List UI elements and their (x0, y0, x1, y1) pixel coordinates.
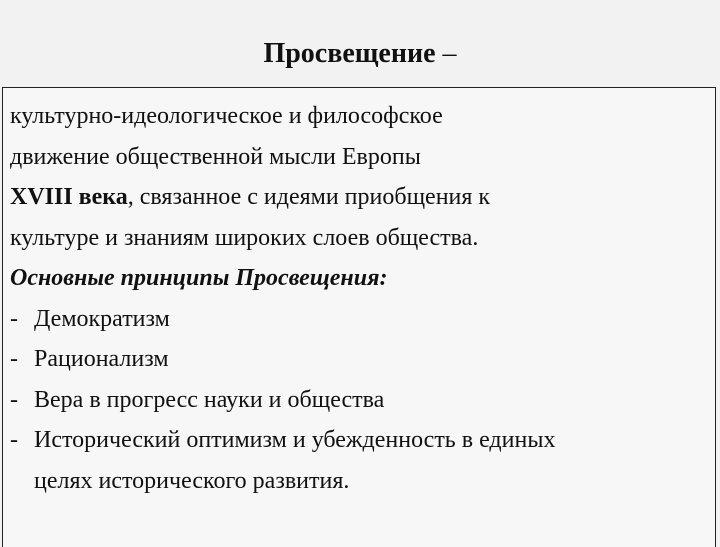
principle-item-progress (10, 380, 710, 421)
principle-text: Вера в прогресс науки и общества (34, 386, 385, 413)
slide-title (0, 36, 720, 72)
principle-text: Рационализм (34, 346, 169, 372)
bullet-dash: - (10, 427, 18, 453)
definition-line-3 (10, 177, 710, 218)
definition-line-4: культуре и знаниям широких слоев общества. (10, 224, 479, 251)
principle-item-rationalism (10, 339, 710, 380)
principle-item-optimism (10, 420, 710, 501)
definition-line-2: движение общественной мысли Европы (10, 143, 421, 170)
title-dash: – (435, 38, 457, 69)
principle-text-line-1: Исторический оптимизм и убежденность в единых (34, 427, 556, 453)
slide-body (10, 96, 710, 501)
bullet-dash: - (10, 305, 18, 332)
principle-text-line-2: целях исторического развития. (34, 467, 350, 494)
bullet-dash: - (10, 386, 18, 413)
definition-line-1: культурно-идеологическое и философское (10, 103, 443, 129)
definition-line-3-rest: , связанное с идеями приобщения к (127, 184, 491, 210)
principle-text: Демократизм (34, 305, 170, 332)
principle-item-democratism (10, 299, 710, 340)
bullet-dash: - (10, 346, 18, 372)
principles-heading: Основные принципы Просвещения: (10, 265, 388, 291)
title-term: Просвещение (263, 38, 436, 69)
century-emphasis: XVIII века (10, 184, 128, 210)
